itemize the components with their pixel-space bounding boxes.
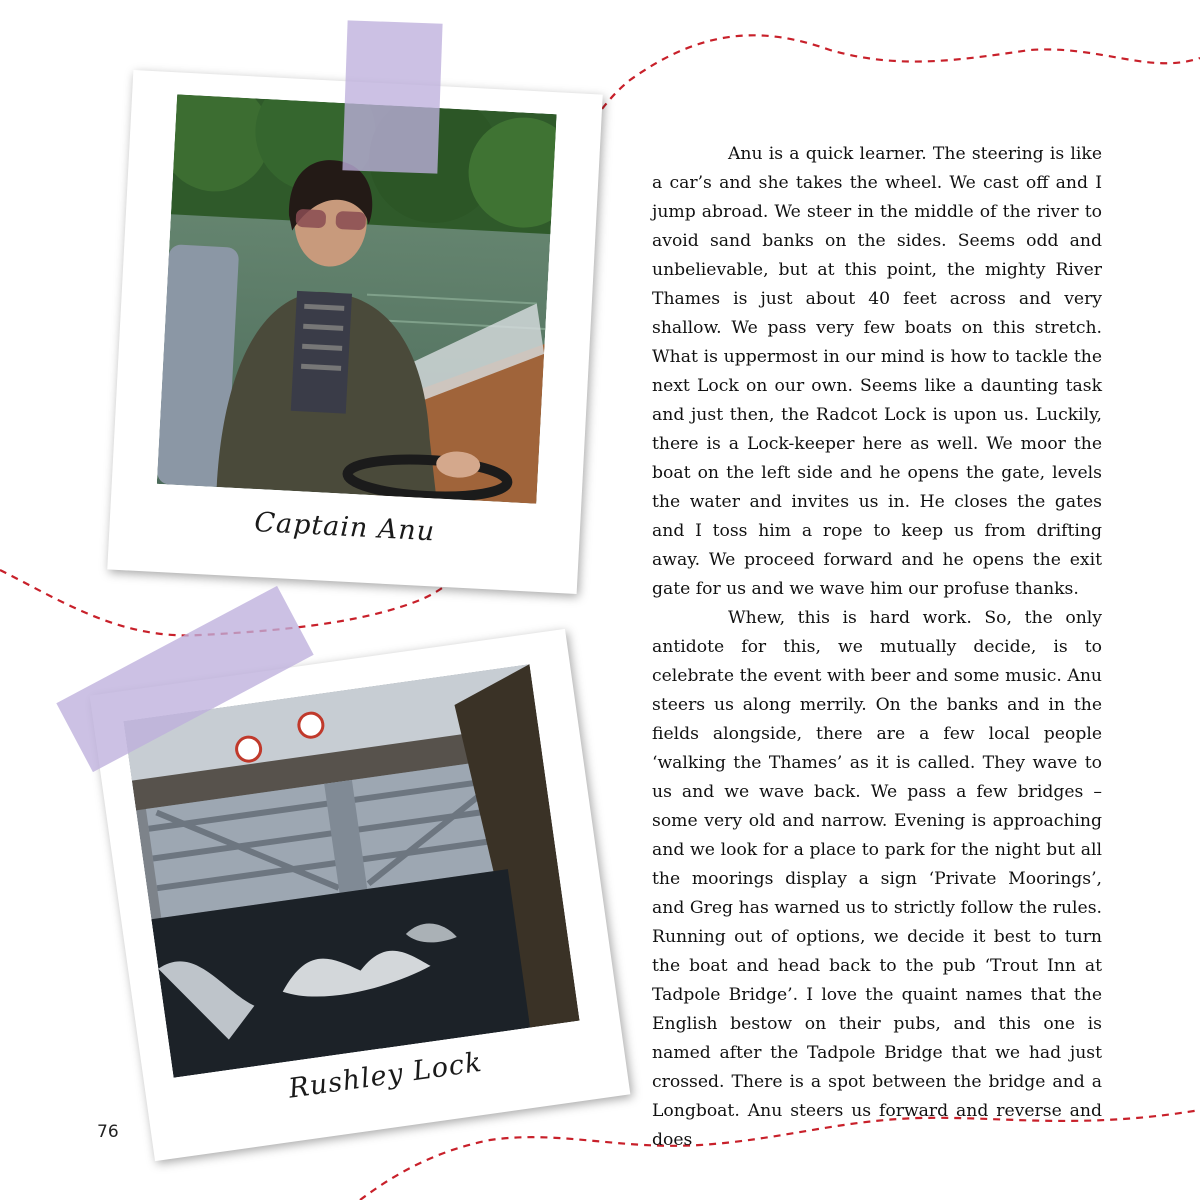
- paragraph: Anu is a quick learner. The steering is like a car’s and she takes the wheel. We cast off and I jump abroad. We steer in the middle of the river to avoid sand banks on the sides. Seems odd and unbelievable, but at this point, the mighty River Thames is just about 40 feet across and very shallow. We pass very few boats on this stretch. What is uppermost in our mind is how to tackle the next Lock on our own. Seems like a daunting task and just then, the Radcot Lock is upon us. Luckily, there is a Lock-keeper here as well. We moor the boat on the left side and he opens the gate, levels the water and invites us in. He closes the gates and I toss him a rope to keep us from drifting away. We proceed forward and he opens the exit gate for us and we wave him our profuse thanks.: [652, 144, 1102, 599]
- article-body: [652, 140, 1102, 1155]
- caption-captain-anu: Captain Anu: [253, 507, 436, 548]
- photo-rushley-lock: [124, 664, 580, 1078]
- page-number: 76: [97, 1122, 119, 1142]
- paragraph: Whew, this is hard work. So, the only antidote for this, we mutually decide, is to celebrate the event with beer and some music. Anu steers us along merrily. On the banks and in the fields alongside, there are a few local people ‘walking the Thames’ as it is called. They wave to us and we wave back. We pass a few bridges – some very old and narrow. Evening is approaching and we look for a place to park for the night but all the moorings display a sign ‘Private Moorings’, and Greg has warned us to strictly follow the rules. Running out of options, we decide it best to turn the boat and head back to the pub ‘Trout Inn at Tadpole Bridge’. I love the quaint names that the English bestow on their pubs, and this one is named after the Tadpole Bridge that we had just crossed. There is a spot between the bridge and a Longboat. Anu steers us forward and reverse and does: [652, 608, 1102, 1150]
- washi-tape-top: [342, 20, 442, 173]
- caption-rushley-lock: Rushley Lock: [286, 1046, 485, 1105]
